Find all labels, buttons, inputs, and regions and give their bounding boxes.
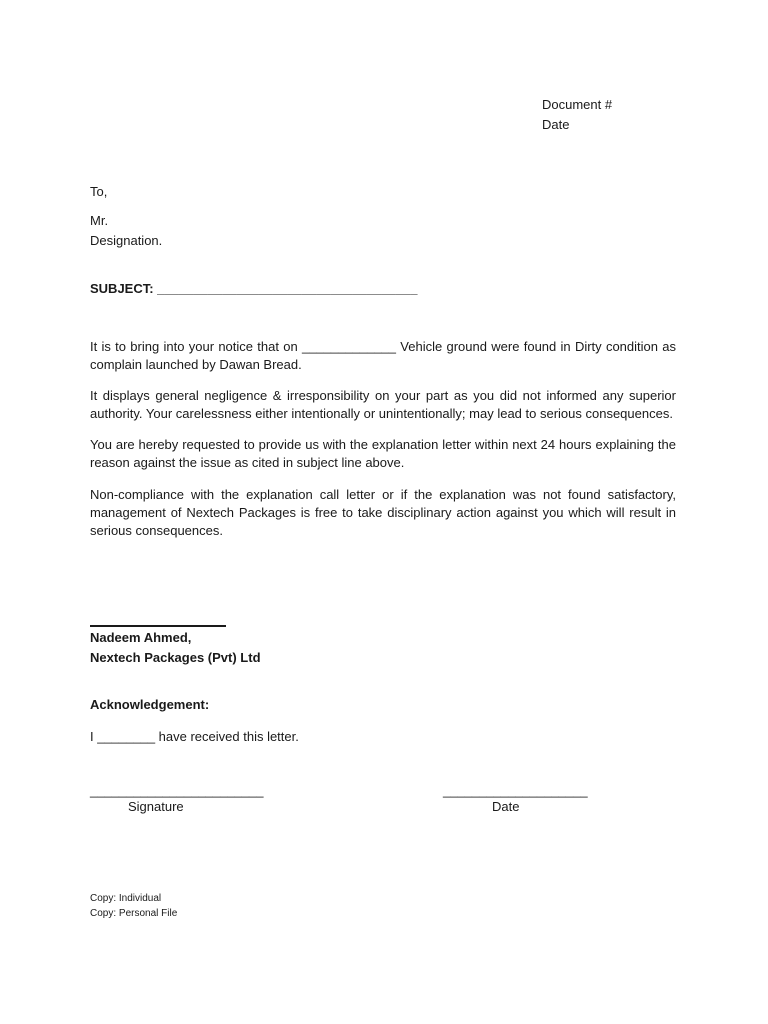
acknowledgement-heading: Acknowledgement: bbox=[90, 697, 210, 712]
body-paragraph-1: It is to bring into your notice that on _____________ Vehicle ground were found in Dirty condition as complain launched by Dawan Bread. bbox=[90, 339, 676, 372]
sender-signature-rule bbox=[90, 625, 226, 627]
header-date-label: Date bbox=[542, 117, 570, 132]
body-paragraph-4: Non-compliance with the explanation call letter or if the explanation was not found satisfactory, management of Nextech Packages is free to take disciplinary action against you which will result in serious consequences. bbox=[90, 487, 676, 538]
signature-line: ________________________ bbox=[90, 783, 264, 798]
body-paragraph-3: You are hereby requested to provide us with the explanation letter within next 24 hours explaining the reason against the issue as cited in subject line above. bbox=[90, 437, 676, 470]
sender-name: Nadeem Ahmed, bbox=[90, 630, 192, 645]
body-paragraph-2: It displays general negligence & irresponsibility on your part as you did not informed any superior authority. Your carelessness either intentionally or unintentionally; may lead to serious consequences. bbox=[90, 388, 676, 421]
recipient-designation: Designation. bbox=[90, 233, 163, 248]
date-line: ____________________ bbox=[443, 783, 588, 798]
acknowledgement-statement: I ________ have received this letter. bbox=[90, 729, 299, 744]
document-number-label: Document # bbox=[542, 97, 613, 112]
recipient-name: Mr. bbox=[90, 213, 109, 228]
sender-company: Nextech Packages (Pvt) Ltd bbox=[90, 650, 261, 665]
signature-label: Signature bbox=[128, 799, 184, 814]
copy-individual: Copy: Individual bbox=[90, 893, 162, 904]
subject-line: SUBJECT: ____________________________________ bbox=[90, 281, 418, 296]
copy-personal-file: Copy: Personal File bbox=[90, 908, 178, 919]
date-label: Date bbox=[492, 799, 520, 814]
recipient-to: To, bbox=[90, 184, 108, 199]
